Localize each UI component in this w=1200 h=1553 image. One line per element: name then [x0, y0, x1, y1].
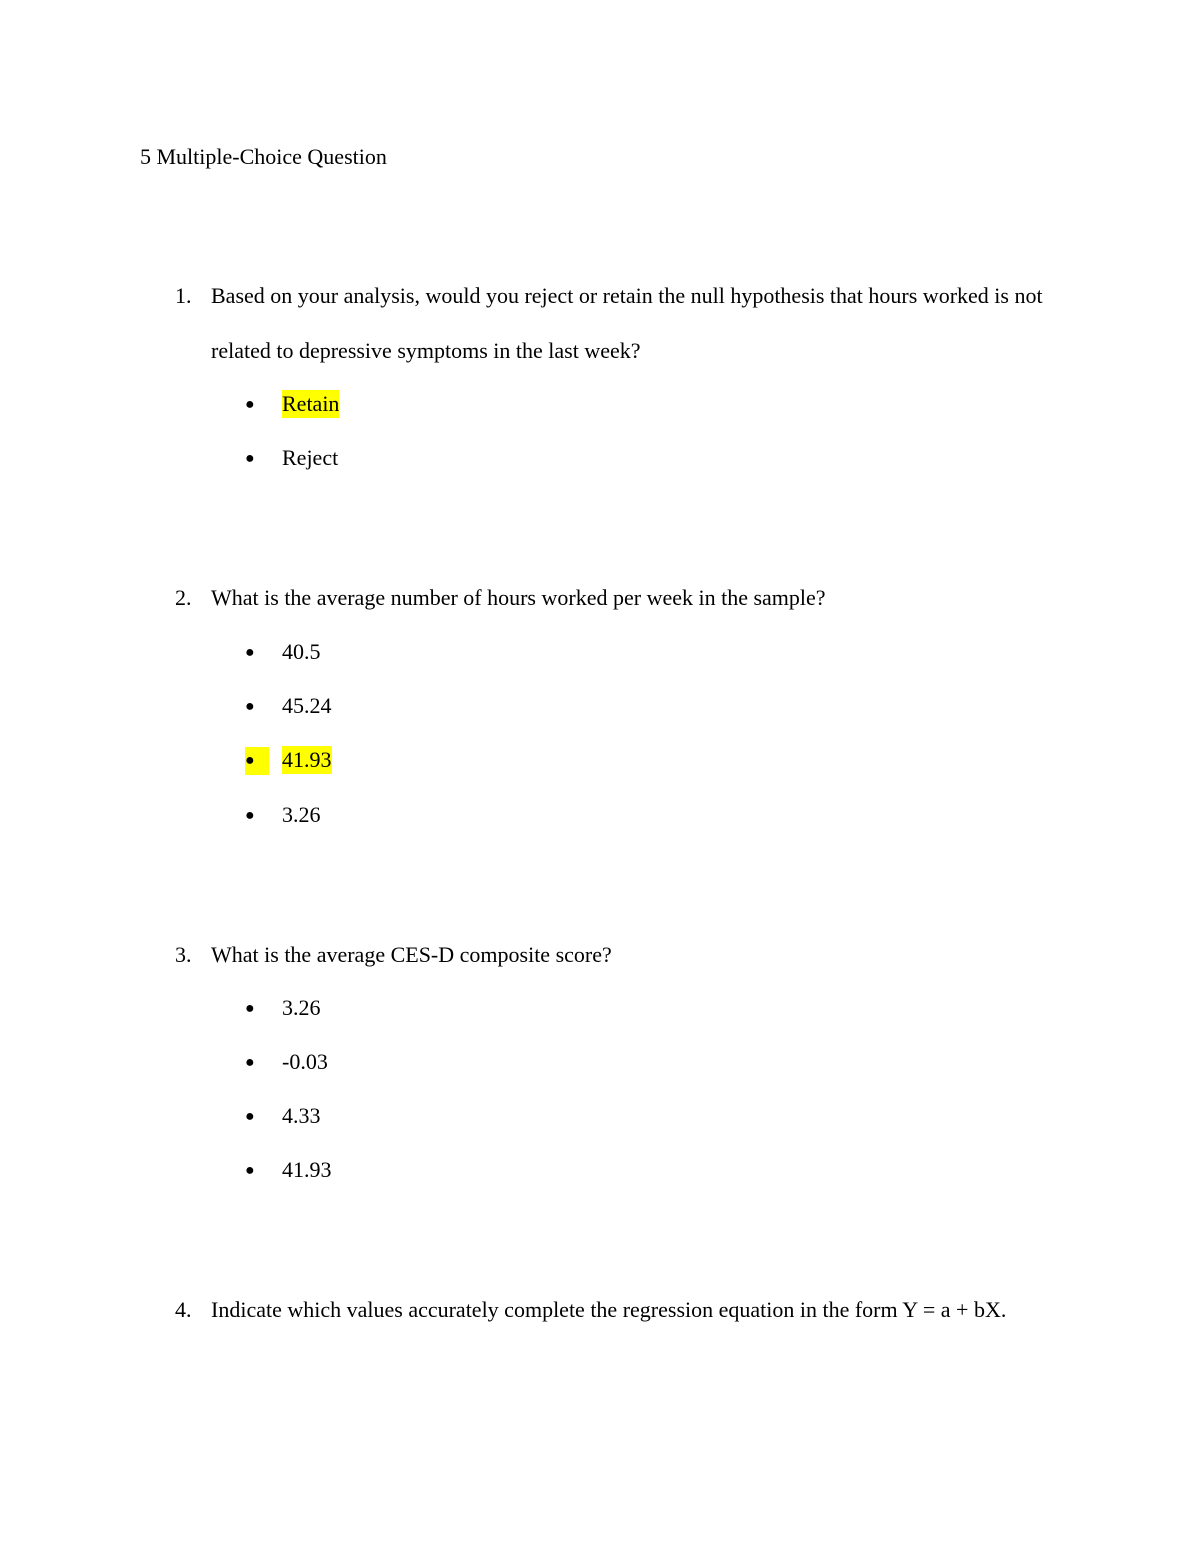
option-label[interactable]: Retain: [282, 391, 340, 416]
bullet-icon: ●: [245, 1000, 255, 1017]
bullet-icon: ●: [245, 644, 255, 661]
option-label[interactable]: 3.26: [282, 802, 321, 827]
page-title: 5 Multiple-Choice Question: [140, 144, 387, 169]
question-number: 4.: [175, 1297, 192, 1322]
question-text: What is the average number of hours worked per week in the sample?: [211, 585, 826, 610]
bullet-icon: ●: [245, 396, 255, 413]
bullet-icon: ●: [245, 807, 255, 824]
option-label[interactable]: 41.93: [282, 747, 332, 772]
bullet-icon: ●: [245, 1108, 255, 1125]
question-number: 3.: [175, 942, 192, 967]
question-number: 1.: [175, 283, 192, 308]
option-label[interactable]: Reject: [282, 445, 339, 470]
question-text: Indicate which values accurately complete the regression equation in the form Y = a + bX.: [211, 1297, 1007, 1322]
bullet-icon: ●: [245, 747, 269, 775]
option-label[interactable]: -0.03: [282, 1049, 328, 1074]
option-label[interactable]: 45.24: [282, 693, 332, 718]
question-number: 2.: [175, 585, 192, 610]
option-label[interactable]: 41.93: [282, 1157, 332, 1182]
option-label[interactable]: 4.33: [282, 1103, 321, 1128]
bullet-icon: ●: [245, 1162, 255, 1179]
bullet-icon: ●: [245, 698, 255, 715]
option-label[interactable]: 3.26: [282, 995, 321, 1020]
option-label[interactable]: 40.5: [282, 639, 321, 664]
question-text: What is the average CES-D composite score?: [211, 942, 612, 967]
bullet-icon: ●: [245, 450, 255, 467]
question-text: Based on your analysis, would you reject or retain the null hypothesis that hours worked is not related to depressive symptoms in the last week?: [211, 283, 1043, 363]
bullet-icon: ●: [245, 1054, 255, 1071]
